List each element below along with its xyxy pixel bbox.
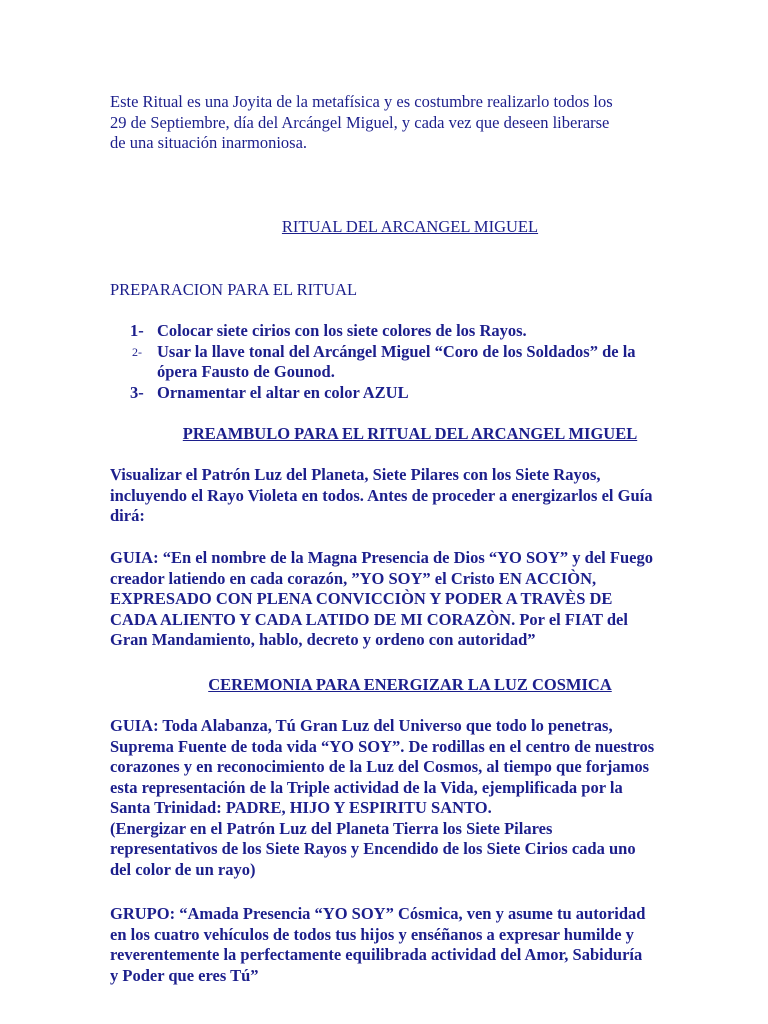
list-item-text: Usar la llave tonal del Arcángel Miguel “Coro de los Soldados” de la — [157, 341, 636, 361]
preamble-line: incluyendo el Rayo Violeta en todos. Antes de proceder a energizarlos el Guía — [110, 485, 653, 505]
grupo-line: GRUPO: “Amada Presencia “YO SOY” Cósmica, ven y asume tu autoridad — [110, 904, 646, 923]
intro-line-1: Este Ritual es una Joyita de la metafísica y es costumbre realizarlo todos los — [110, 92, 613, 111]
preamble-line: Visualizar el Patrón Luz del Planeta, Siete Pilares con los Siete Rayos, — [110, 465, 601, 484]
guia2-line: GUIA: Toda Alabanza, Tú Gran Luz del Universo que todo lo penetras, — [110, 716, 613, 735]
guia-paragraph-1 — [110, 548, 653, 651]
guia2-line: representativos de los Siete Rayos y Encendido de los Siete Cirios cada uno — [110, 839, 636, 858]
guia2-line: corazones y en reconocimiento de la Luz del Cosmos, al tiempo que forjamos — [110, 757, 650, 776]
guia1-line: creador latiendo en cada corazón, ”YO SOY” el Cristo EN ACCIÒN, — [110, 568, 597, 588]
guia2-line: esta representación de la Triple actividad de la Vida, ejemplificada por la — [110, 777, 623, 797]
intro-line-3: de una situación inarmoniosa. — [110, 133, 308, 152]
grupo-line: en los cuatro vehículos de todos tus hijos y enséñanos a expresar humilde y — [110, 924, 634, 944]
guia2-line: del color de un rayo) — [110, 859, 256, 879]
grupo-line: reverentemente la perfectamente equilibrada actividad del Amor, Sabiduría — [110, 945, 643, 964]
list-item-number: 2- — [132, 344, 142, 359]
guia2-line: Suprema Fuente de toda vida “YO SOY”. De rodillas en el centro de nuestros — [110, 736, 655, 756]
ritual-title: RITUAL DEL ARCANGEL MIGUEL — [281, 217, 539, 236]
guia1-line: CADA ALIENTO Y CADA LATIDO DE MI CORAZÒN. Por el FIAT del — [110, 609, 628, 629]
guia1-line: Gran Mandamiento, hablo, decreto y ordeno con autoridad” — [110, 630, 536, 649]
grupo-line: y Poder que eres Tú” — [110, 965, 259, 985]
preamble-heading: PREAMBULO PARA EL RITUAL DEL ARCANGEL MIGUEL — [182, 424, 638, 443]
preamble-line: dirá: — [110, 506, 145, 525]
list-item-text: Ornamentar el altar en color AZUL — [157, 382, 409, 402]
grupo-paragraph — [110, 904, 645, 986]
intro-line-2: 29 de Septiembre, día del Arcángel Miguel, y cada vez que deseen liberarse — [110, 112, 610, 132]
guia1-line: EXPRESADO CON PLENA CONVICCIÒN Y PODER A TRAVÈS DE — [110, 589, 613, 608]
list-item-number: 3- — [130, 382, 144, 402]
list-item-number: 1- — [130, 321, 144, 340]
guia-paragraph-2 — [110, 716, 654, 880]
preparation-heading: PREPARACION PARA EL RITUAL — [110, 280, 358, 299]
ceremony-heading: CEREMONIA PARA ENERGIZAR LA LUZ COSMICA — [208, 675, 612, 694]
guia1-line: GUIA: “En el nombre de la Magna Presencia de Dios “YO SOY” y del Fuego — [110, 548, 653, 567]
preamble-paragraph — [110, 465, 653, 527]
guia2-line: Santa Trinidad: PADRE, HIJO Y ESPIRITU SANTO. — [110, 798, 492, 817]
list-item-text: Colocar siete cirios con los siete colores de los Rayos. — [157, 321, 527, 340]
list-item-text: ópera Fausto de Gounod. — [157, 362, 335, 381]
guia2-line: (Energizar en el Patrón Luz del Planeta Tierra los Siete Pilares — [110, 818, 553, 838]
intro-paragraph — [110, 92, 613, 154]
